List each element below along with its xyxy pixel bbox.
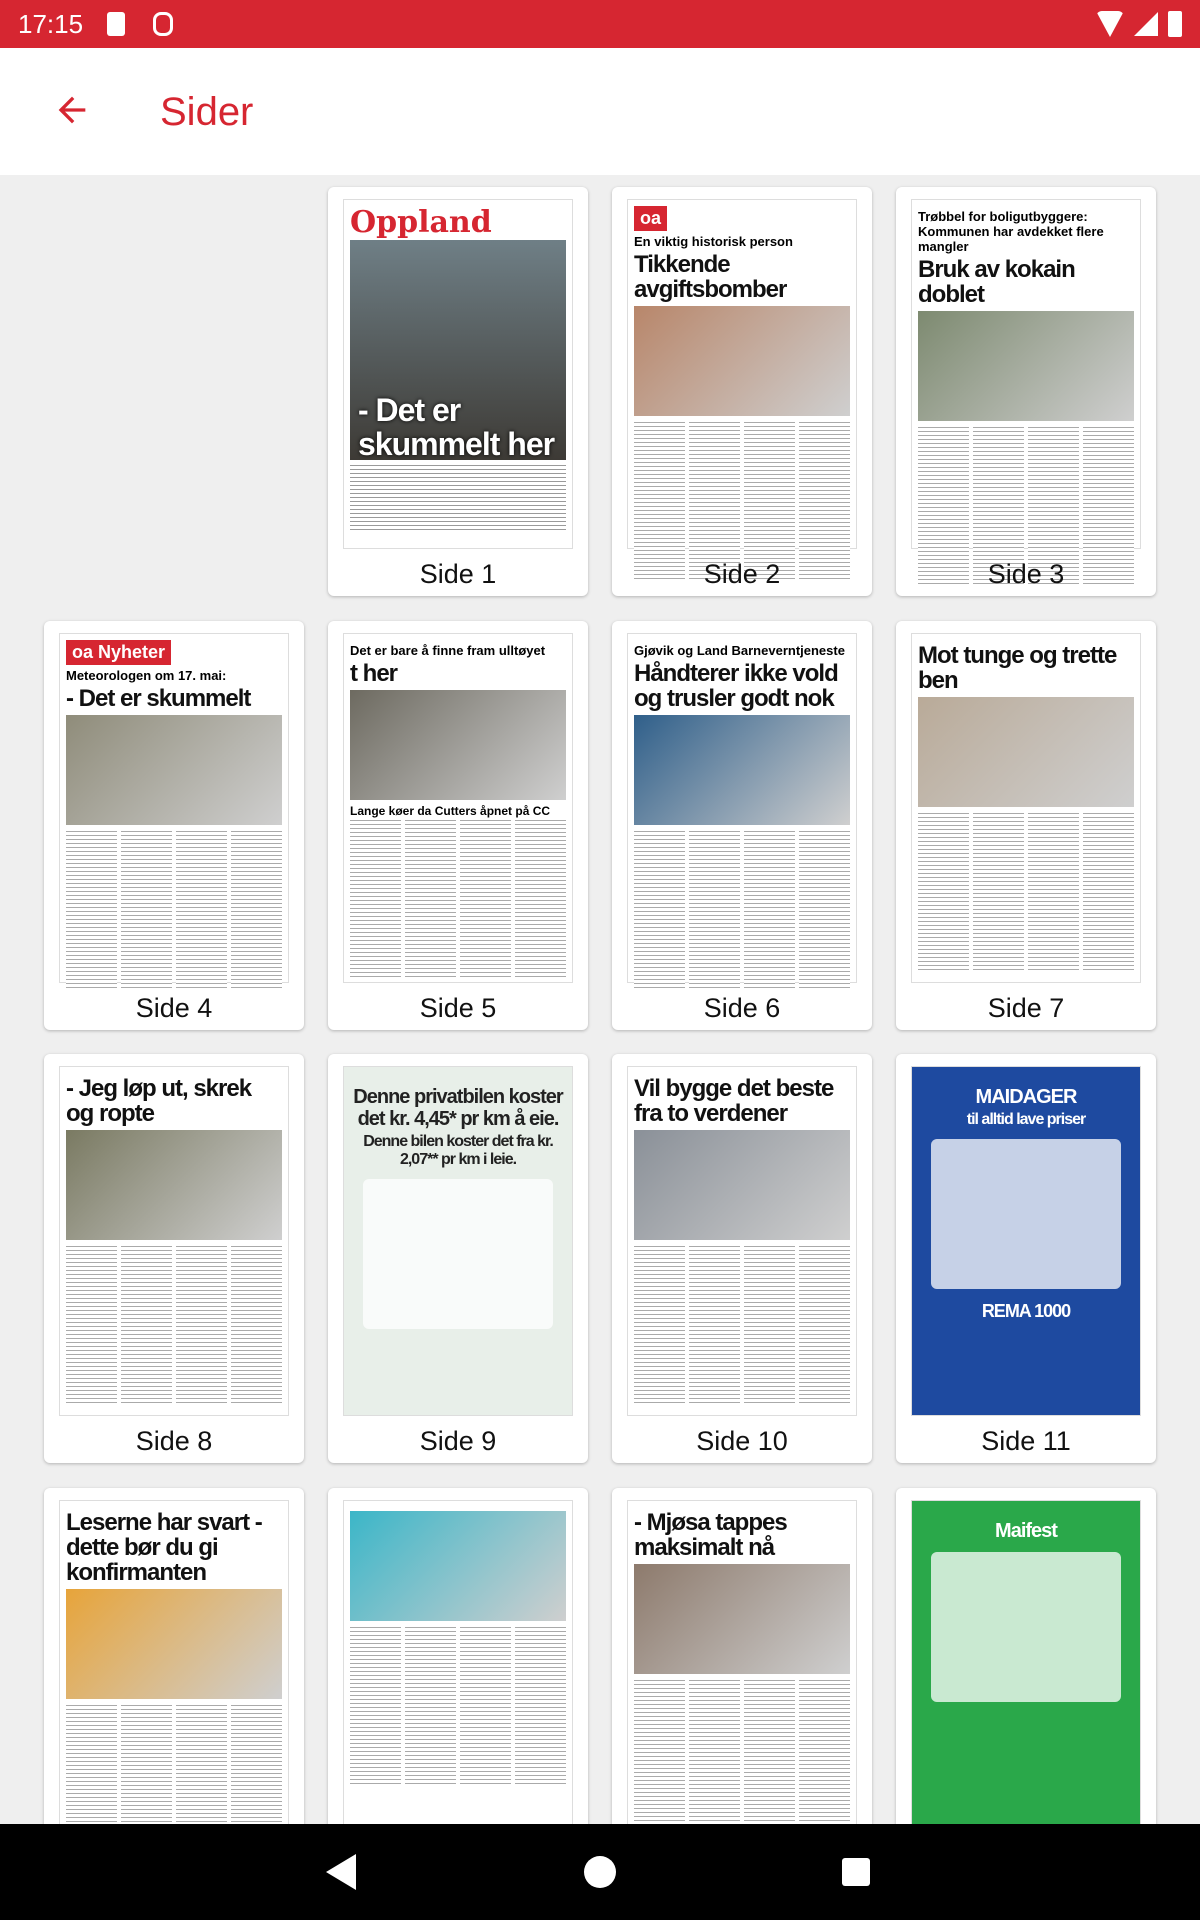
page-thumbnail-card[interactable] bbox=[612, 187, 872, 596]
page-thumbnail-card[interactable] bbox=[328, 1054, 588, 1463]
ad-headline: Maifest bbox=[995, 1519, 1057, 1542]
page-image bbox=[59, 1066, 289, 1416]
page-thumbnail-card[interactable] bbox=[896, 621, 1156, 1030]
kicker: Gjøvik og Land Barneverntjeneste bbox=[634, 642, 845, 658]
article-photo bbox=[634, 1564, 850, 1674]
page-image bbox=[343, 199, 573, 549]
headline: - Mjøsa tappes maksimalt nå bbox=[634, 1508, 787, 1561]
page-thumbnail-card[interactable] bbox=[44, 621, 304, 1030]
article-photo bbox=[634, 1130, 850, 1240]
page-image bbox=[911, 199, 1141, 549]
battery-icon bbox=[1168, 11, 1182, 37]
page-thumbnail-card[interactable] bbox=[328, 621, 588, 1030]
kicker: Trøbbel for boligutbyggere: Kommunen har avdekket flere mangler bbox=[918, 209, 1104, 254]
article-photo bbox=[66, 1130, 282, 1240]
pages-grid[interactable] bbox=[0, 175, 1200, 1824]
headline: Tikkende avgiftsbomber bbox=[634, 251, 787, 303]
page-label: Side 1 bbox=[419, 559, 497, 589]
ad-subline: Denne bilen koster det fra kr. 2,07** pr km i leie. bbox=[363, 1133, 553, 1168]
article-photo bbox=[66, 1589, 282, 1699]
article-photo bbox=[918, 697, 1134, 807]
clock: 17:15 bbox=[18, 8, 84, 39]
status-bar bbox=[0, 0, 1200, 48]
page-image bbox=[59, 633, 289, 983]
navigation-bar bbox=[0, 1824, 1200, 1920]
page-image bbox=[911, 1066, 1141, 1416]
page-label: Side 10 bbox=[696, 1426, 788, 1456]
back-nav-icon[interactable] bbox=[326, 1854, 356, 1890]
page-image bbox=[343, 1066, 573, 1416]
page-label: Side 5 bbox=[419, 992, 497, 1023]
ad-footer: REMA 1000 bbox=[981, 1301, 1071, 1321]
page-label: Side 7 bbox=[987, 992, 1065, 1023]
signal-icon bbox=[1134, 12, 1158, 36]
kicker: En viktig historisk person bbox=[634, 234, 793, 249]
ad-subline: til alltid lave priser bbox=[966, 1111, 1086, 1128]
headline: Leserne har svart - dette bør du gi konfirmanten bbox=[66, 1508, 262, 1586]
page-label: Side 6 bbox=[703, 992, 781, 1023]
page-label: Side 9 bbox=[419, 1426, 497, 1456]
page-thumbnail-card[interactable] bbox=[44, 1054, 304, 1463]
article-photo bbox=[634, 715, 850, 825]
headline: - Det er skummelt bbox=[66, 684, 251, 712]
article-photo bbox=[350, 690, 566, 800]
ad-headline: MAIDAGER bbox=[975, 1086, 1077, 1108]
page-label: Side 2 bbox=[703, 559, 781, 589]
masthead: Oppland bbox=[350, 205, 492, 240]
page-image bbox=[627, 199, 857, 549]
headline: Mot tunge og trette ben bbox=[918, 641, 1117, 694]
recents-nav-icon[interactable] bbox=[842, 1858, 870, 1886]
page-label: Side 11 bbox=[981, 1426, 1071, 1456]
masthead: oa bbox=[634, 206, 667, 231]
page-image bbox=[911, 633, 1141, 983]
headline: t her bbox=[350, 659, 398, 687]
app-bar bbox=[0, 48, 1200, 175]
page-label: Side 8 bbox=[135, 1426, 213, 1456]
wifi-icon bbox=[1096, 11, 1124, 37]
page-thumbnail-card[interactable] bbox=[896, 187, 1156, 596]
ad-headline: Denne privatbilen koster det kr. 4,45* pr km å eie. bbox=[353, 1086, 563, 1130]
page-image bbox=[627, 633, 857, 983]
page-image bbox=[59, 1500, 289, 1850]
article-photo bbox=[350, 1511, 566, 1621]
article-photo bbox=[66, 715, 282, 825]
article-photo bbox=[918, 311, 1134, 421]
headline: Vil bygge det beste fra to verdener bbox=[634, 1075, 834, 1127]
headline: - Det er skummelt her bbox=[358, 392, 555, 462]
page-thumbnail-card[interactable] bbox=[328, 187, 588, 596]
page-image bbox=[627, 1500, 857, 1850]
page-label: Side 3 bbox=[987, 559, 1065, 589]
subheadline: Lange køer da Cutters åpnet på CC bbox=[350, 803, 551, 818]
page-image bbox=[911, 1500, 1141, 1850]
arrow-left-icon[interactable] bbox=[52, 90, 92, 130]
page-image bbox=[343, 1500, 573, 1850]
page-thumbnail-card[interactable] bbox=[896, 1054, 1156, 1463]
article-photo bbox=[634, 306, 850, 416]
headline: Bruk av kokain doblet bbox=[918, 256, 1075, 308]
masthead: oa Nyheter bbox=[66, 640, 171, 665]
page-image bbox=[343, 633, 573, 983]
kicker: Meteorologen om 17. mai: bbox=[66, 667, 227, 683]
page-thumbnail-card[interactable] bbox=[612, 1054, 872, 1463]
page-thumbnail-card[interactable] bbox=[612, 621, 872, 1030]
sd-card-icon bbox=[107, 12, 125, 36]
page-label: Side 4 bbox=[135, 992, 213, 1023]
page-title: Sider bbox=[160, 90, 254, 134]
headline: Håndterer ikke vold og trusler godt nok bbox=[634, 659, 838, 712]
android-debug-icon bbox=[153, 12, 173, 36]
kicker: Det er bare å finne fram ulltøyet bbox=[350, 642, 546, 658]
home-nav-icon[interactable] bbox=[584, 1856, 616, 1888]
headline: - Jeg løp ut, skrek og ropte bbox=[66, 1075, 252, 1127]
page-image bbox=[627, 1066, 857, 1416]
